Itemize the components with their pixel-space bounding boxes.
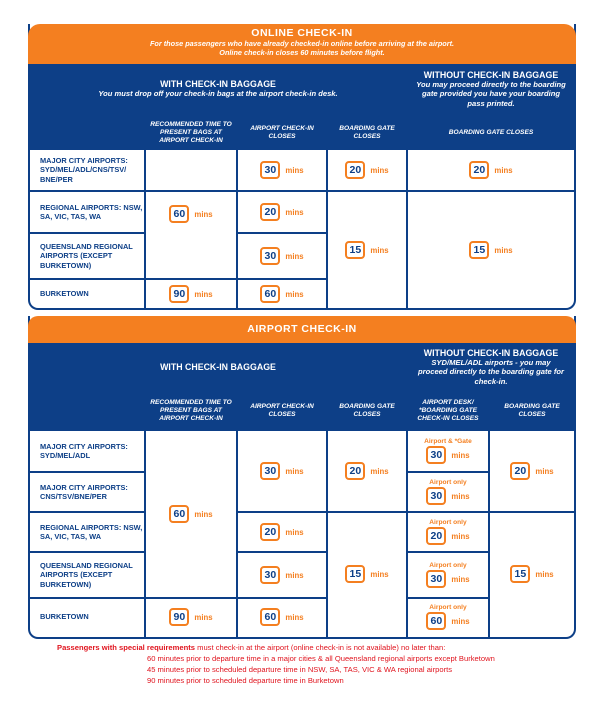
airport-col-gate-closes: BOARDING GATE CLOSES (328, 393, 406, 429)
airport-with-baggage-header (30, 343, 406, 391)
mins-label: mins (451, 616, 470, 626)
grid-line (236, 511, 576, 513)
grid-line (326, 114, 328, 310)
note-line-1: 60 minutes prior to departure time in a major cities & all Queensland regional airports except Burketown (147, 654, 495, 663)
grid-line (406, 343, 408, 637)
special-requirements-rest: must check-in at the airport (online check-in is not available) no later than: (195, 643, 446, 652)
note-line-2: 45 minutes prior to scheduled departure time in NSW, SA, TAS, VIC & WA regional airports (147, 665, 453, 674)
mins-label: mins (285, 251, 304, 261)
airport-checkin-banner (28, 316, 576, 343)
airport-row-major-2: MAJOR CITY AIRPORTS: CNS/TSV/BNE/PER (40, 482, 128, 501)
airport-col-recommended: RECOMMENDED TIME TO PRESENT BAGS AT AIRPORT CHECK-IN (146, 393, 236, 429)
grid-line (406, 471, 490, 473)
online-without-baggage-subtitle: You may proceed directly to the boarding gate provided you have your boarding pass printed. (416, 79, 566, 108)
online-gate-other-cell (328, 192, 406, 308)
grid-line (28, 551, 144, 553)
online-nobag-other-cell (408, 192, 574, 308)
airport-gate-other-cell (328, 513, 406, 635)
online-col-gate-closes: BOARDING GATE CLOSES (328, 116, 406, 150)
time-badge: 90 (169, 285, 189, 303)
online-ap-qld-cell (238, 234, 326, 278)
mins-label: mins (451, 531, 470, 541)
airport-gate-major-cell (328, 431, 406, 511)
time-badge: 60 (169, 205, 189, 223)
online-col-gate-closes-nobag: BOARDING GATE CLOSES (408, 116, 574, 150)
time-badge: 15 (510, 565, 530, 583)
mins-label: mins (285, 570, 304, 580)
time-badge: 20 (260, 203, 280, 221)
airport-gate2-major-cell (490, 431, 574, 511)
airport-col-gate-closes-nobag: BOARDING GATE CLOSES (490, 393, 574, 429)
mins-label: mins (285, 527, 304, 537)
airport-desk-cell-5 (408, 599, 488, 635)
time-badge: 60 (260, 285, 280, 303)
time-badge: 30 (426, 570, 446, 588)
desk-note: Airport only (429, 604, 467, 611)
mins-label: mins (285, 289, 304, 299)
time-badge: 30 (260, 566, 280, 584)
airport-ap-qld-cell (238, 553, 326, 597)
grid-line (236, 232, 326, 234)
airport-ap-burke-cell (238, 599, 326, 635)
grid-line (236, 391, 238, 637)
online-rec-90-cell (146, 280, 236, 308)
desk-note: Airport only (429, 519, 467, 526)
online-with-baggage-subtitle: You must drop off your check-in bags at the airport check-in desk. (98, 89, 338, 99)
airport-desk-cell-3 (408, 513, 488, 551)
mins-label: mins (535, 466, 554, 476)
mins-label: mins (370, 466, 389, 476)
airport-desk-cell-1 (408, 431, 488, 471)
mins-label: mins (494, 165, 513, 175)
online-ap-burke-cell (238, 280, 326, 308)
grid-line (28, 429, 576, 431)
airport-label-header-blank (30, 393, 144, 429)
time-badge: 60 (169, 505, 189, 523)
special-requirements-lead: Passengers with special requirements (57, 643, 196, 652)
grid-line (28, 114, 576, 116)
time-badge: 15 (469, 241, 489, 259)
mins-label: mins (535, 569, 554, 579)
online-nobag-major-cell (408, 150, 574, 190)
online-col-recommended: RECOMMENDED TIME TO PRESENT BAGS AT AIRPORT CHECK-IN (146, 116, 236, 150)
grid-line (28, 511, 144, 513)
time-badge: 20 (469, 161, 489, 179)
time-badge: 90 (169, 608, 189, 626)
online-with-baggage-title: WITH CHECK-IN BAGGAGE (160, 79, 276, 90)
online-ap-regional-cell (238, 192, 326, 232)
online-checkin-banner (28, 24, 576, 64)
mins-label: mins (370, 165, 389, 175)
online-row-major: MAJOR CITY AIRPORTS: SYD/MEL/ADL/CNS/TSV/ BNE/PER (40, 155, 128, 184)
online-label-header-blank (30, 116, 144, 150)
time-badge: 30 (426, 487, 446, 505)
mins-label: mins (194, 289, 213, 299)
grid-line (144, 114, 146, 310)
desk-note: Airport only (429, 562, 467, 569)
airport-with-baggage-title: WITH CHECK-IN BAGGAGE (160, 362, 276, 372)
mins-label: mins (194, 612, 213, 622)
online-with-baggage-header (30, 64, 406, 114)
online-checkin-subtitle-1: For those passengers who have already checked-in online before arriving at the airport. (149, 39, 455, 48)
mins-label: mins (285, 466, 304, 476)
online-checkin-subtitle-2: Online check-in closes 60 minutes before flight. (219, 48, 385, 57)
online-ap-major-cell (238, 150, 326, 190)
desk-note: Airport only (429, 479, 467, 486)
online-without-baggage-header (408, 64, 574, 114)
time-badge: 30 (260, 462, 280, 480)
online-without-baggage-title: WITHOUT CHECK-IN BAGGAGE (423, 69, 559, 80)
airport-checkin-title: AIRPORT CHECK-IN (247, 323, 357, 335)
time-badge: 30 (426, 446, 446, 464)
airport-row-burketown: BURKETOWN (40, 612, 89, 622)
airport-ap-major-cell (238, 431, 326, 511)
airport-ap-regional-cell (238, 513, 326, 551)
grid-line (28, 190, 576, 192)
grid-line (406, 597, 490, 599)
time-badge: 60 (426, 612, 446, 630)
time-badge: 20 (426, 527, 446, 545)
online-row-burketown: BURKETOWN (40, 289, 89, 299)
grid-line (28, 597, 326, 599)
mins-label: mins (451, 491, 470, 501)
grid-line (28, 232, 144, 234)
grid-line (236, 551, 326, 553)
airport-without-baggage-title: WITHOUT CHECK-IN BAGGAGE (423, 347, 559, 358)
mins-label: mins (285, 612, 304, 622)
grid-line (144, 391, 146, 637)
grid-line (406, 64, 408, 310)
grid-line (326, 391, 328, 637)
airport-without-baggage-subtitle: SYD/MEL/ADL airports - you may proceed directly to the boarding gate for check-in. (418, 357, 564, 386)
time-badge: 20 (510, 462, 530, 480)
time-badge: 20 (345, 161, 365, 179)
online-col-airport-closes: AIRPORT CHECK-IN CLOSES (238, 116, 326, 150)
airport-desk-cell-2 (408, 473, 488, 511)
grid-line (28, 278, 326, 280)
time-badge: 30 (260, 161, 280, 179)
airport-col-desk-closes: AIRPORT DESK/ *BOARDING GATE CHECK-IN CLOSES (408, 393, 488, 429)
online-checkin-title: ONLINE CHECK-IN (251, 27, 353, 39)
airport-gate2-other-cell (490, 513, 574, 635)
airport-col-airport-closes: AIRPORT CHECK-IN CLOSES (238, 393, 326, 429)
grid-line (28, 391, 576, 393)
mins-label: mins (194, 209, 213, 219)
mins-label: mins (451, 450, 470, 460)
special-requirements-note (0, 643, 600, 653)
time-badge: 60 (260, 608, 280, 626)
airport-row-major-1: MAJOR CITY AIRPORTS: SYD/MEL/ADL (40, 441, 128, 460)
online-rec-60-cell (146, 150, 236, 278)
grid-line (406, 551, 490, 553)
mins-label: mins (285, 207, 304, 217)
airport-rec-60-cell (146, 431, 236, 597)
airport-without-baggage-header (408, 343, 574, 391)
time-badge: 20 (260, 523, 280, 541)
online-row-regional: REGIONAL AIRPORTS: NSW, SA, VIC, TAS, WA (40, 202, 143, 221)
time-badge: 30 (260, 247, 280, 265)
mins-label: mins (285, 165, 304, 175)
airport-rec-90-cell (146, 599, 236, 635)
note-line-3: 90 minutes prior to scheduled departure time in Burketown (147, 676, 344, 685)
time-badge: 15 (345, 565, 365, 583)
airport-row-qld: QUEENSLAND REGIONAL AIRPORTS (EXCEPT BURKETOWN) (40, 560, 133, 589)
mins-label: mins (370, 245, 389, 255)
grid-line (236, 114, 238, 310)
grid-line (488, 391, 490, 637)
mins-label: mins (451, 574, 470, 584)
online-row-qld: QUEENSLAND REGIONAL AIRPORTS (EXCEPT BURKETOWN) (40, 241, 133, 270)
airport-row-regional: REGIONAL AIRPORTS: NSW, SA, VIC, TAS, WA (40, 522, 143, 541)
airport-desk-cell-4 (408, 553, 488, 597)
online-gate-major-cell (328, 150, 406, 190)
time-badge: 20 (345, 462, 365, 480)
mins-label: mins (494, 245, 513, 255)
desk-note: Airport & *Gate (424, 438, 472, 445)
mins-label: mins (194, 509, 213, 519)
grid-line (28, 471, 144, 473)
mins-label: mins (370, 569, 389, 579)
time-badge: 15 (345, 241, 365, 259)
